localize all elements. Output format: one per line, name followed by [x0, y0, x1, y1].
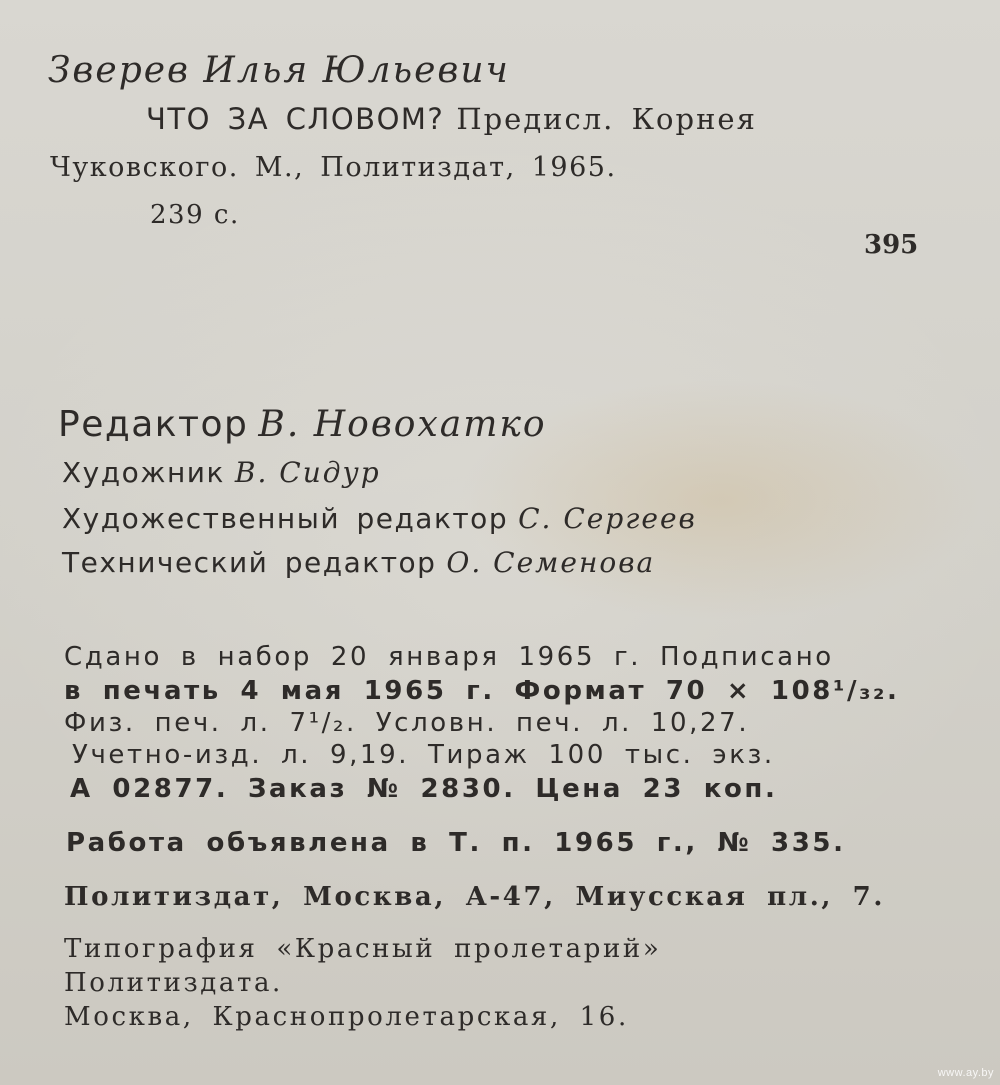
- printing-house-address: Москва, Краснопролетарская, 16.: [64, 1002, 629, 1032]
- credit-role: Художественный редактор: [62, 502, 509, 535]
- credit-name: В. Новохатко: [258, 404, 547, 445]
- publisher-line: Чуковского. М., Политиздат, 1965.: [50, 152, 617, 183]
- printing-house-line: Типография «Красный пролетарий»: [64, 934, 662, 964]
- title-line: [146, 102, 757, 136]
- credit-role: Технический редактор: [62, 546, 437, 579]
- imprint-line: в печать 4 мая 1965 г. Формат 70 × 108¹/₃₂.: [64, 676, 900, 706]
- announcement-line: Работа объявлена в Т. п. 1965 г., № 335.: [66, 828, 846, 858]
- credit-role: Художник: [62, 456, 225, 489]
- imprint-line: Учетно-изд. л. 9,19. Тираж 100 тыс. экз.: [72, 740, 775, 770]
- credit-technical-editor: [62, 546, 655, 579]
- watermark: www.ay.by: [937, 1067, 994, 1079]
- credit-name: С. Сергеев: [518, 502, 697, 535]
- credit-artist: [62, 456, 381, 489]
- page-count: 239 с.: [150, 200, 240, 230]
- credit-name: О. Семенова: [446, 546, 656, 579]
- imprint-line: А 02877. Заказ № 2830. Цена 23 коп.: [70, 774, 778, 804]
- imprint-line: Физ. печ. л. 7¹/₂. Условн. печ. л. 10,27.: [64, 708, 750, 738]
- credit-editor: [58, 404, 547, 445]
- printing-house-line: Политиздата.: [64, 968, 283, 998]
- imprint-line: Сдано в набор 20 января 1965 г. Подписано: [64, 642, 834, 672]
- author-name: Зверев Илья Юльевич: [48, 50, 510, 91]
- catalog-code: 395: [864, 230, 919, 260]
- credit-art-editor: [62, 502, 697, 535]
- book-title: ЧТО ЗА СЛОВОМ?: [146, 102, 445, 136]
- preface-credit: Предисл. Корнея: [456, 102, 757, 136]
- credit-name: В. Сидур: [234, 456, 381, 489]
- credit-role: Редактор: [58, 404, 249, 445]
- publisher-address: Политиздат, Москва, А-47, Миусская пл., 7.: [64, 882, 885, 912]
